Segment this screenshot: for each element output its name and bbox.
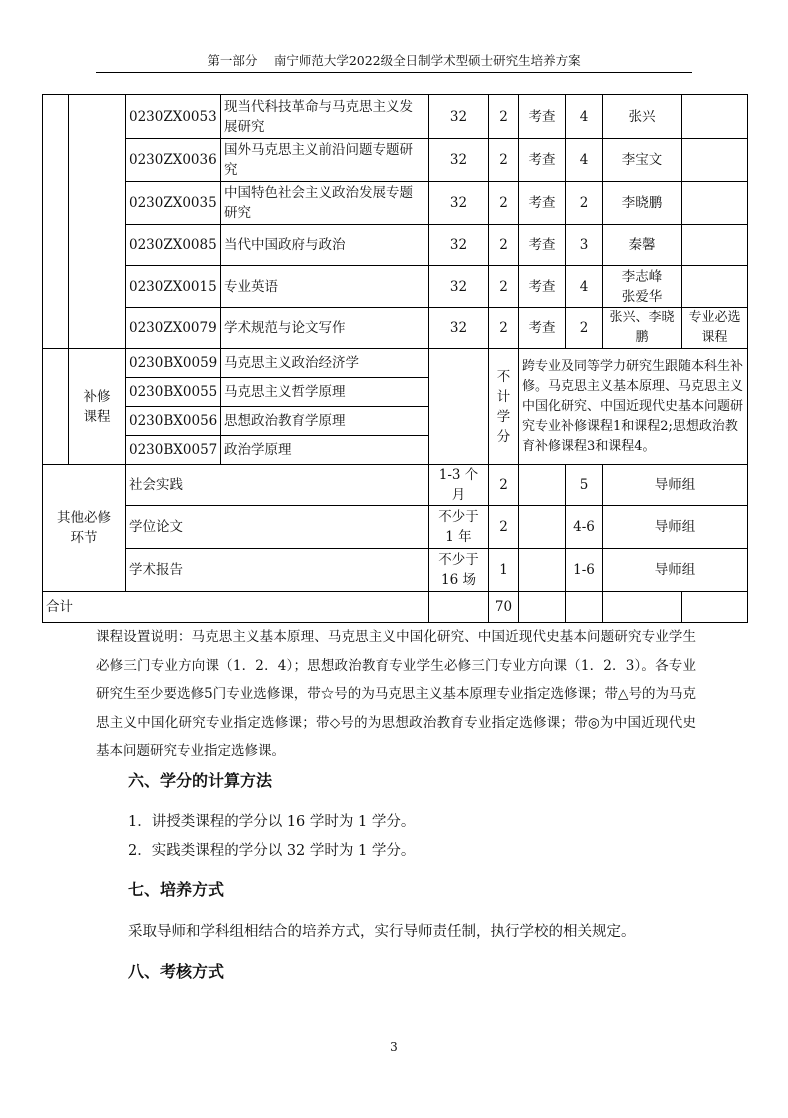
course-teacher: 李晓鹏 [603,182,682,225]
section-8-title: 八、考核方式 [128,962,225,981]
course-code: 0230BX0056 [126,407,221,436]
table-row [43,349,748,378]
course-exam: 考查 [519,95,566,139]
course-credit: 2 [489,139,519,182]
course-setting-explanation [96,623,696,766]
total-credit: 70 [489,592,519,623]
course-exam: 考查 [519,139,566,182]
course-credit: 2 [489,95,519,139]
course-hours: 32 [429,266,489,308]
course-exam: 考查 [519,308,566,349]
course-semester: 2 [566,308,603,349]
course-exam: 考查 [519,225,566,266]
other-item-semester: 1-6 [566,549,603,592]
course-name: 政治学原理 [221,436,429,465]
course-teacher: 李志峰 张爱华 [603,266,682,308]
table-row [43,506,748,549]
course-name: 当代中国政府与政治 [221,225,429,266]
supplementary-note: 跨专业及同等学力研究生跟随本科生补修。马克思主义基本原理、马克思主义中国化研究、中国近现代史基本问题研究专业补修课程1和课程2;思想政治教育补修课程3和课程4。 [519,349,748,465]
course-code: 0230ZX0053 [126,95,221,139]
course-code: 0230BX0059 [126,349,221,378]
total-label: 合计 [43,592,429,623]
table-row [43,549,748,592]
other-item-semester: 4-6 [566,506,603,549]
course-code: 0230ZX0035 [126,182,221,225]
course-credit: 2 [489,182,519,225]
course-name: 学术规范与论文写作 [221,308,429,349]
course-exam: 考查 [519,266,566,308]
course-hours: 32 [429,308,489,349]
course-semester: 4 [566,139,603,182]
table-row [43,465,748,506]
course-code: 0230ZX0036 [126,139,221,182]
other-item-hours: 不少于 16 场 [429,549,489,592]
other-item-semester: 5 [566,465,603,506]
other-item-teacher: 导师组 [603,506,748,549]
other-item-hours: 不少于 1 年 [429,506,489,549]
table-row [43,266,748,308]
course-name: 国外马克思主义前沿问题专题研究 [221,139,429,182]
course-semester: 3 [566,225,603,266]
other-item-credit: 2 [489,506,519,549]
other-item-name: 学术报告 [126,549,429,592]
course-code: 0230ZX0015 [126,266,221,308]
table-row [43,182,748,225]
other-item-hours: 1-3 个月 [429,465,489,506]
course-code: 0230BX0055 [126,378,221,407]
course-remark: 专业必选课程 [682,308,748,349]
course-code: 0230BX0057 [126,436,221,465]
other-item-name: 学位论文 [126,506,429,549]
other-item-teacher: 导师组 [603,549,748,592]
table-row [43,95,748,139]
other-item-teacher: 导师组 [603,465,748,506]
table-row [43,225,748,266]
course-hours: 32 [429,225,489,266]
section-6-title: 六、学分的计算方法 [128,771,273,790]
course-hours: 32 [429,95,489,139]
supplementary-credit-note: 不 计 学 分 [489,349,519,465]
course-name: 专业英语 [221,266,429,308]
course-name: 思想政治教育学原理 [221,407,429,436]
course-teacher: 秦馨 [603,225,682,266]
table-row [43,308,748,349]
course-credit: 2 [489,225,519,266]
course-code: 0230ZX0079 [126,308,221,349]
section-7-text: 采取导师和学科组相结合的培养方式，实行导师责任制，执行学校的相关规定。 [128,924,636,940]
course-teacher: 张兴 [603,95,682,139]
section-6-item-1: 1．讲授类课程的学分以 16 学时为 1 学分。 [128,814,416,830]
course-teacher: 李宝文 [603,139,682,182]
page-header: 第一部分 南宁师范大学2022级全日制学术型硕士研究生培养方案 [96,52,692,73]
course-teacher: 张兴、李晓鹏 [603,308,682,349]
course-name: 现当代科技革命与马克思主义发展研究 [221,95,429,139]
section-6-item-2: 2．实践类课程的学分以 32 学时为 1 学分。 [128,843,416,859]
course-hours: 32 [429,139,489,182]
page-number: 3 [390,1040,398,1054]
course-name: 马克思主义哲学原理 [221,378,429,407]
other-required-label: 其他必修 环节 [43,465,126,592]
supplementary-label: 补修 课程 [69,349,126,465]
course-credit: 2 [489,308,519,349]
explanation-text: 课程设置说明：马克思主义基本原理、马克思主义中国化研究、中国近现代史基本问题研究专业学生必修三门专业方向课（1．2．4）；思想政治教育专业学生必修三门专业方向课（1．2．3）。各专业研究生至少要选修5门专业选修课，带☆号的为马克思主义基本原理专业指定选修课；带△号的为马克思主义中国化研究专业指定选修课；带◇号的为思想政治教育专业指定选修课；带◎为中国近现代史基本问题研究专业指定选修课。 [96,629,696,759]
course-hours: 32 [429,182,489,225]
table-row [43,592,748,623]
other-item-credit: 2 [489,465,519,506]
course-semester: 4 [566,266,603,308]
course-credit: 2 [489,266,519,308]
section-7-title: 七、培养方式 [128,880,225,899]
other-item-credit: 1 [489,549,519,592]
course-name: 马克思主义政治经济学 [221,349,429,378]
course-semester: 2 [566,182,603,225]
course-table [42,94,748,623]
course-exam: 考查 [519,182,566,225]
course-name: 中国特色社会主义政治发展专题研究 [221,182,429,225]
other-item-name: 社会实践 [126,465,429,506]
course-code: 0230ZX0085 [126,225,221,266]
table-row [43,139,748,182]
course-semester: 4 [566,95,603,139]
